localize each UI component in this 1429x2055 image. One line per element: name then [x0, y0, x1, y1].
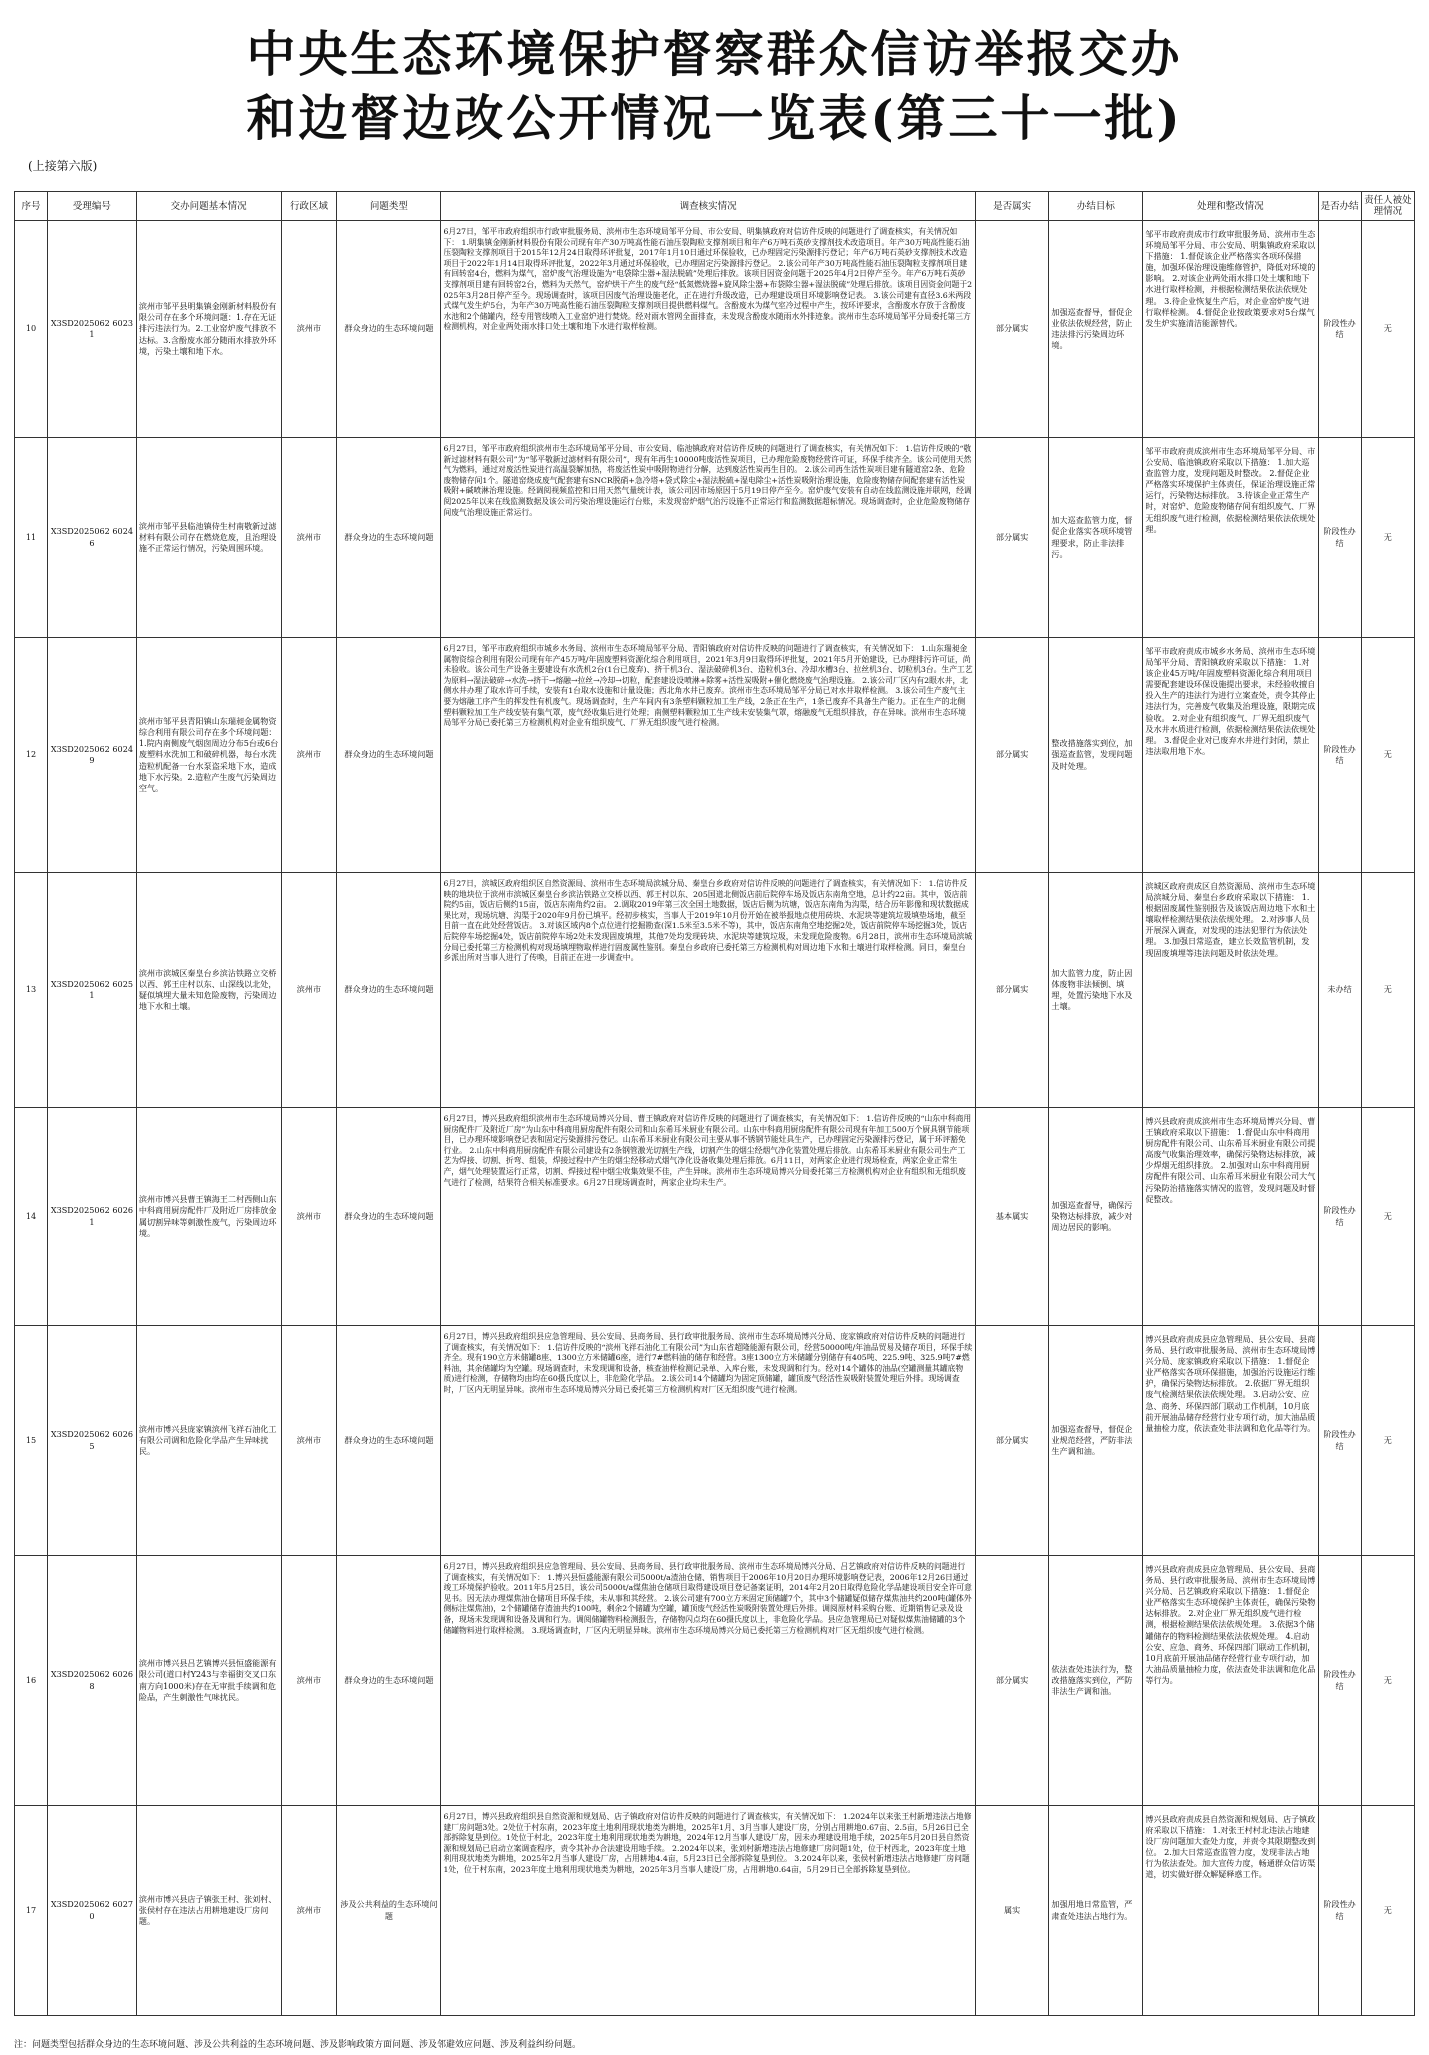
cell-resp: 无	[1361, 221, 1414, 438]
cell-measures: 博兴县政府责成县应急管理局、县公安局、县商务局、县行政审批服务局、滨州市生态环境局博兴分局、庞家镇政府采取以下措施： 1.督促企业严格落实各项环保措施，加强治污设施运行维护，确保污染物达标排放。 2.依据厂界无组织废气检测结果依法依规处理。 3.启动公安、应急、商务、环保四部门联动工作机制，10月底前开展油品储存经营行业专项行动，加大油品质量抽检力度，依法查处非法调和危化品等行为。	[1143, 1326, 1318, 1556]
cell-resp: 无	[1361, 1556, 1414, 1806]
col-header: 责任人被处理情况	[1361, 192, 1414, 221]
cell-measures: 博兴县政府责成县应急管理局、县公安局、县商务局、县行政审批服务局、滨州市生态环境局博兴分局、吕艺镇政府采取以下措施： 1.督促企业严格落实生态环境保护主体责任，确保污染物达标排放。 2.对企业厂界无组织废气进行检测，根据检测结果依法依规处理。 3.依据3个储罐储存的物料检测结果依法依规处理。 4.启动公安、应急、商务、环保四部门联动工作机制，10月底前开展油品储存经营行业专项行动，加大油品质量抽检力度，依法查处非法调和危化品等行为。	[1143, 1556, 1318, 1806]
cell-type: 群众身边的生态环境问题	[337, 638, 441, 873]
col-header: 是否办结	[1318, 192, 1361, 221]
cell-resp: 无	[1361, 873, 1414, 1108]
cell-goal: 加强巡查督导，督促企业依法依规经营，防止违法排污污染周边环境。	[1049, 221, 1143, 438]
cell-no: 10	[15, 221, 48, 438]
cell-goal: 加大巡查监管力度，督促企业落实各项环境管理要求，防止非法排污。	[1049, 438, 1143, 638]
cell-measures: 邹平市政府责成市城乡水务局、滨州市生态环境局邹平分局、青阳镇政府采取以下措施： 1.对该企业45万吨/年固废塑料资源化综合利用项目需要配套建设环保设施提出要求，未经验收擅自投入生产的违法行为进行立案查处，责令其停止违法行为，完善废气收集及治理设施，限期完成验收。 2.对企业有组织废气、厂界无组织废气及水井水质进行检测，依据检测结果依法依规处理。 3.督促企业对已废弃水井进行封闭，禁止违法取用地下水。	[1143, 638, 1318, 873]
col-header: 办结目标	[1049, 192, 1143, 221]
cell-issue: 滨州市邹平县明集镇金刚新材料股份有限公司存在多个环境问题：1.存在无证排污违法行为。2.工业窑炉废气排放不达标。3.含酚废水部分随雨水排放外环境，污染土壤和地下水。	[136, 221, 281, 438]
cell-area: 滨州市	[281, 1806, 337, 2016]
cell-true: 部分属实	[975, 638, 1049, 873]
cell-issue: 滨州市博兴县店子镇张王村、张刘村、张侯村存在违法占用耕地建设厂房问题。	[136, 1806, 281, 2016]
cell-issue: 滨州市博兴县吕艺镇博兴县恒盛能源有限公司(道口村Y243与幸福街交叉口东南方向1000米)存在无审批手续调和危险品，产生刺激性气味扰民。	[136, 1556, 281, 1806]
cell-area: 滨州市	[281, 873, 337, 1108]
cell-done: 未办结	[1318, 873, 1361, 1108]
cell-done: 阶段性办结	[1318, 438, 1361, 638]
cell-true: 部分属实	[975, 1326, 1049, 1556]
table-row	[15, 1806, 1415, 2016]
cell-type: 群众身边的生态环境问题	[337, 1326, 441, 1556]
cell-done: 阶段性办结	[1318, 221, 1361, 438]
cell-code: X3SD2025062 60246	[48, 438, 137, 638]
cell-detail: 6月27日，博兴县政府组织县应急管理局、县公安局、县商务局、县行政审批服务局、滨州市生态环境局博兴分局、吕艺镇政府对信访件反映的问题进行了调查核实，有关情况如下： 1.博兴县恒盛能源有限公司5000t/a渣油仓储、销售项目于2006年10月20日办理环境影响登记表，2006年12月26日通过竣工环境保护验收。2011年5月25日，该公司5000t/a煤焦油仓储项目取得建设项目登记备案证明，2014年2月20日取得危险化学品建设项目安全许可意见书。因无法办理煤焦油仓储项目环保手续，未从事和其经营。 2.该公司建有700立方米固定顶储罐7个，其中3个储罐疑似储存煤焦油共约200吨(罐体外侧标注煤焦油)，2个储罐储存渣油共约100吨，剩余2个储罐为空罐，罐顶废气经活性炭吸附装置处理后外排。调阅原材料采购台账、近期销售记录及设备，现场未发现调和设备及调和行为。调阅储罐物料检测报告，存储物闪点均在60摄氏度以上，非危险化学品。县应急管理局已对疑似煤焦油储罐的3个储罐物料进行取样检测。 3.现场调查时，厂区内无明显异味。滨州市生态环境局博兴分局已委托第三方检测机构对厂区无组织废气进行检测。	[441, 1556, 975, 1806]
cell-done: 阶段性办结	[1318, 1806, 1361, 2016]
footnote: 注：问题类型包括群众身边的生态环境问题、涉及公共利益的生态环境问题、涉及影响政策方面问题、涉及邻避效应问题、涉及利益纠纷问题。	[14, 2040, 582, 2050]
cell-code: X3SD2025062 60265	[48, 1326, 137, 1556]
cell-code: X3SD2025062 60268	[48, 1556, 137, 1806]
cell-type: 群众身边的生态环境问题	[337, 1556, 441, 1806]
col-header: 问题类型	[337, 192, 441, 221]
cell-goal: 加强用地日常监管，严肃查处违法占地行为。	[1049, 1806, 1143, 2016]
cell-goal: 加大监管力度，防止因体废物非法倾倒、填埋，处置污染地下水及土壤。	[1049, 873, 1143, 1108]
cell-goal: 加强巡查督导，督促企业规范经营，严防非法生产调和油。	[1049, 1326, 1143, 1556]
cell-done: 阶段性办结	[1318, 638, 1361, 873]
table-row	[15, 1108, 1415, 1326]
table-row	[15, 1556, 1415, 1806]
cell-measures: 博兴县政府责成县自然资源和规划局、店子镇政府采取以下措施： 1.对张王村村北违法占地建设厂房问题加大查处力度，并责令其限期整改到位。 2.加大日常巡查监管力度，发现非法占地行为依法查处。加大宣传力度，畅通群众信访渠道，切实做好群众解疑释惑工作。	[1143, 1806, 1318, 2016]
cell-type: 涉及公共利益的生态环境问题	[337, 1806, 441, 2016]
cell-area: 滨州市	[281, 638, 337, 873]
cell-detail: 6月27日，博兴县政府组织县应急管理局、县公安局、县商务局、县行政审批服务局、滨州市生态环境局博兴分局、庞家镇政府对信访件反映的问题进行了调查核实，有关情况如下： 1.信访件反映的“滨州飞祥石油化工有限公司”为山东省超隆能源有限公司，经营50000吨/年油品贸易及储存项目，环保手续齐全。现有190立方米储罐8座、1300立方米储罐6座，进行7#燃料油的储存和经营。3座1300立方米储罐分别储存有405吨、225.9吨、325.9吨7#燃料油，其余储罐均为空罐。现场调查时，未发现调和设备，核查油样检测记录单、入库台账，未发现调和行为。经对14个罐体的油品(空罐测量其罐底物质)进行检测，存储物均由均在60摄氏度以上，非危险化学品。 2.该公司14个储罐均为固定顶储罐，罐顶废气经活性炭吸附装置处理后外排。现场调查时，厂区内无明显异味。滨州市生态环境局博兴分局已委托第三方检测机构对厂区无组织废气进行检测。	[441, 1326, 975, 1556]
cell-code: X3SD2025062 60251	[48, 873, 137, 1108]
cell-no: 12	[15, 638, 48, 873]
cell-issue: 滨州市邹平县青阳镇山东瑞昶金属物资综合利用有限公司存在多个环境问题：1.院内南侧废气烟囱周边分布5台或6台废塑料水洗加工和破碎机器，每台水洗造粒机配备一台水泵盗采地下水，造成地下水污染。2.造粒产生废气污染周边空气。	[136, 638, 281, 873]
cell-area: 滨州市	[281, 221, 337, 438]
cell-resp: 无	[1361, 1806, 1414, 2016]
cell-type: 群众身边的生态环境问题	[337, 221, 441, 438]
table-row	[15, 1326, 1415, 1556]
cell-no: 16	[15, 1556, 48, 1806]
table-header-row	[15, 192, 1415, 221]
cell-area: 滨州市	[281, 1326, 337, 1556]
cell-done: 阶段性办结	[1318, 1108, 1361, 1326]
cell-true: 部分属实	[975, 438, 1049, 638]
table-row	[15, 221, 1415, 438]
cell-issue: 滨州市博兴县庞家镇滨州飞祥石油化工有限公司调和危险化学品产生异味扰民。	[136, 1326, 281, 1556]
cell-detail: 6月27日，博兴县政府组织滨州市生态环境局博兴分局、曹王镇政府对信访件反映的问题进行了调查核实，有关情况如下： 1.信访件反映的“山东中科商用厨房配件厂及附近厂房”为山东中科商用厨房配件有限公司和山东希耳米厨业有限公司。山东中科商用厨房配件有限公司现有年加工500万个厨具钢节能项目，已办理环境影响登记表和固定污染源排污登记。山东希耳米厨业有限公司主要从事不锈钢节能灶具生产，已办理固定污染源排污登记，属于环评豁免行业。 2.山东中科商用厨房配件有限公司建设有2条钢管激光切割生产线，切割产生的烟尘经烟气净化装置处理后排放。山东希耳米厨业有限公司生产工艺为焊接、切割、折弯、组装，焊接过程中产生的烟尘经移动式烟气净化设备收集处理后排放。6月11日，对两家企业进行现场检查，两家企业正常生产，烟气处理装置运行正常，切割、焊接过程中烟尘收集效果不佳，产生异味。滨州市生态环境局博兴分局委托第三方检测机构对企业有组织和无组织废气进行了检测，结果符合相关标准要求。6月27日现场调查时，两家企业均未生产。	[441, 1108, 975, 1326]
cell-measures: 博兴县政府责成滨州市生态环境局博兴分局、曹王镇政府采取以下措施： 1.督促山东中科商用厨房配件有限公司、山东希耳米厨业有限公司提高废气收集治理效率，确保污染物达标排放，减少焊烟无组织排放。 2.加强对山东中科商用厨房配件有限公司、山东希耳米厨业有限公司大气污染防治措施落实情况的监管，发现问题及时督促整改。	[1143, 1108, 1318, 1326]
cell-done: 阶段性办结	[1318, 1326, 1361, 1556]
col-header: 序号	[15, 192, 48, 221]
cell-code: X3SD2025062 60270	[48, 1806, 137, 2016]
page-title	[0, 22, 1429, 150]
petition-table	[14, 191, 1415, 2016]
title-line-2: 和边督边改公开情况一览表(第三十一批)	[246, 89, 1183, 147]
cell-goal: 加强巡查督导，确保污染物达标排放，减少对周边居民的影响。	[1049, 1108, 1143, 1326]
cell-true: 部分属实	[975, 1556, 1049, 1806]
continuation-note: (上接第六版)	[28, 159, 98, 173]
cell-true: 部分属实	[975, 221, 1049, 438]
cell-no: 13	[15, 873, 48, 1108]
cell-area: 滨州市	[281, 1556, 337, 1806]
col-header: 是否属实	[975, 192, 1049, 221]
cell-type: 群众身边的生态环境问题	[337, 873, 441, 1108]
col-header: 调查核实情况	[441, 192, 975, 221]
cell-true: 基本属实	[975, 1108, 1049, 1326]
cell-type: 群众身边的生态环境问题	[337, 438, 441, 638]
cell-type: 群众身边的生态环境问题	[337, 1108, 441, 1326]
cell-detail: 6月27日，邹平市政府组织滨州市生态环境局邹平分局、市公安局、临池镇政府对信访件反映的问题进行了调查核实，有关情况如下： 1.信访件反映的“敬新过滤材料有限公司”为“邹平敬新过滤材料有限公司”，现有年再生10000吨废活性炭项目，已办理危险废物经营许可证，环保手续齐全。该公司使用天然气为燃料，通过对废活性炭进行高温裂解加热，将废活性炭中吸附物进行分解，达到废活性炭再生目的。 2.该公司再生活性炭项目建有隧道窑2条、危险废物储存间1个。隧道窑烧成废气配套建有SNCR脱硝+急冷塔+袋式除尘+湿法脱硫+湿电除尘+活性炭吸附治理设施，危险废物储存间配套建有活性炭吸附+碱喷淋治理设施。经调阅视频监控和日用天然气量统计表，该公司因市场原因于5月19日停产至今。窑炉废气安装有自动在线监测设施并联网，经调阅2025年以来在线监测数据及该公司污染治理设施运行台账，未发现窑炉烟气治污设施不正常运行和监测数据超标情况。现场调查时，企业危险废物储存间废气治理设施正常运行。	[441, 438, 975, 638]
table-body	[15, 221, 1415, 2016]
col-header: 行政区域	[281, 192, 337, 221]
table-row	[15, 438, 1415, 638]
cell-no: 15	[15, 1326, 48, 1556]
cell-resp: 无	[1361, 438, 1414, 638]
cell-no: 17	[15, 1806, 48, 2016]
cell-measures: 邹平市政府责成滨州市生态环境局邹平分局、市公安局、临池镇政府采取以下措施： 1.加大巡查监管力度，发现问题及时整改。 2.督促企业严格落实环境保护主体责任，保证治理设施正常运行，污染物达标排放。 3.待该企业正常生产时，对窑炉、危险废物储存间有组织废气、厂界无组织废气进行检测，依据检测结果依法依规处理。	[1143, 438, 1318, 638]
cell-code: X3SD2025062 60261	[48, 1108, 137, 1326]
cell-code: X3SD2025062 60249	[48, 638, 137, 873]
cell-detail: 6月27日，滨城区政府组织区自然资源局、滨州市生态环境局滨城分局、秦皇台乡政府对信访件反映的问题进行了调查核实，有关情况如下： 1.信访件反映的地块位于滨州市滨城区秦皇台乡滨沾铁路立交桥以西、郭王村以东、205国道北侧饭店前后院停车场及饭店东南角空地，总计约22亩。其中，饭店前院约5亩，饭店后侧约15亩，饭店东南角约2亩。 2.调取2019年第三次全国土地数据，饭店后侧为坑塘，饭店东南角为沟渠，结合历年影像和现状数据成果比对，现场坑塘、沟渠于2020年9月份已填平。经初步核实，当事人于2019年10月份开始在被举报地点使用砖块、水泥块等建筑垃圾填垫场地，截至目前一直在此处经营饭店。 3.对该区域内8个点位进行挖掘勘查(深1.5米至3.5米不等)，其中，饭店东南角空地挖掘2处，饭店前院停车场挖掘3处，饭店后院停车场挖掘4处，饭店前院停车场2处未发现固废填埋，其他7处均发现砖块、水泥块等建筑垃圾，未发现危险废物。6月28日，滨州市生态环境局滨城分局已委托第三方检测机构对现场填埋物取样进行固废属性鉴别。秦皇台乡政府已委托第三方检测机构对周边地下水和土壤进行取样检测。同日，秦皇台乡派出所对当事人进行了传唤，目前正在进一步调查中。	[441, 873, 975, 1108]
cell-resp: 无	[1361, 1108, 1414, 1326]
title-line-1: 中央生态环境保护督察群众信访举报交办	[246, 25, 1183, 83]
cell-true: 属实	[975, 1806, 1049, 2016]
cell-area: 滨州市	[281, 438, 337, 638]
cell-issue: 滨州市邹平县临池镇侍生村南敬新过滤材料有限公司存在燃烧危废，且治理设施不正常运行情况，污染周围环境。	[136, 438, 281, 638]
cell-resp: 无	[1361, 638, 1414, 873]
cell-detail: 6月27日，邹平市政府组织市城乡水务局、滨州市生态环境局邹平分局、青阳镇政府对信访件反映的问题进行了调查核实，有关情况如下： 1.山东瑞昶金属物资综合利用有限公司现有年产45万吨/年固废塑料资源化综合利用项目，2021年3月9日取得环评批复，2021年5月开始建设，已办理排污许可证，尚未验收。该公司生产设备主要建设有水洗机2台(1台已废弃)、挤干机3台、湿法破碎机3台、造粒机3台、冷却水槽3台、拉丝机3台、切粒机3台。生产工艺为原料→湿法破碎→水洗→挤干→熔融→拉丝→冷却→切粒，配套建设设喷淋+除雾+活性炭吸附+催化燃烧废气治理设施。 2.该公司厂区内有2眼水井，北侧水井办理了取水许可手续，安装有1台取水设施和计量设施；西北角水井已废弃。滨州市生态环境局邹平分局已对水井取样检测。 3.该公司生产废气主要为熔融工序产生的挥发性有机废气。现场调查时，生产车间内有3条塑料颗粒加工生产线，2条正在生产，1条已废弃不具备生产能力。正在生产的北侧塑料颗粒加工生产线安装有集气罩，废气经收集后进行处理；南侧塑料颗粒加工生产线未安装集气罩，熔融废气无组织排放，存在异味。滨州市生态环境局邹平分局已委托第三方检测机构对企业有组织废气、厂界无组织废气进行检测。	[441, 638, 975, 873]
cell-code: X3SD2025062 60231	[48, 221, 137, 438]
cell-goal: 依法查处违法行为，整改措施落实到位，严防非法生产调和油。	[1049, 1556, 1143, 1806]
col-header: 交办问题基本情况	[136, 192, 281, 221]
cell-detail: 6月27日，博兴县政府组织县自然资源和规划局、店子镇政府对信访件反映的问题进行了调查核实，有关情况如下： 1.2024年以来张王村新增违法占地修建厂房问题3处。2处位于村东南，2023年度土地利用现状地类为耕地，2025年1月、3月当事人建设厂房，分别占用耕地0.67亩、2.5亩，5月26日已全部拆除复垦到位。1处位于村北，2023年度土地利用现状地类为耕地，2024年12月当事人建设厂房，因未办理建设用地手续，2025年5月20日县自然资源和规划局已启动立案调查程序，责令其补办合法建设用地手续。 2.2024年以来，张刘村新增违法占地修建厂房问题1处，位于村西北，2023年度土地利用现状地类为耕地，2025年2月当事人建设厂房，占用耕地4.4亩，5月23日已全部拆除复垦到位。 3.2024年以来，张侯村新增违法占地修建厂房问题1处，位于村东南，2023年度土地利用现状地类为耕地，2025年3月当事人建设厂房，占用耕地0.64亩，5月29日已全部拆除复垦到位。	[441, 1806, 975, 2016]
cell-no: 14	[15, 1108, 48, 1326]
cell-issue: 滨州市博兴县曹王镇海王二村西侧山东中科商用厨房配件厂及附近厂房排放金属切割异味等刺激性废气，污染周边环境。	[136, 1108, 281, 1326]
cell-measures: 滨城区政府责成区自然资源局、滨州市生态环境局滨城分局、秦皇台乡政府采取以下措施： 1.根据固废属性鉴别报告及该饭店周边地下水和土壤取样检测结果依法依规处理。 2.对涉事人员开展深入调查，对发现的违法犯罪行为依法处理。 3.加强日常巡查，建立长效监管机制，发现固废填埋等违法问题及时依法处理。	[1143, 873, 1318, 1108]
cell-detail: 6月27日，邹平市政府组织市行政审批服务局、滨州市生态环境局邹平分局、市公安局、明集镇政府对信访件反映的问题进行了调查核实，有关情况如下： 1.明集镇金刚新材料股份有限公司现有年产30万吨高性能石油压裂陶粒支撑剂项目和年产6万吨石英砂支撑剂技术改造项目。年产30万吨高性能石油压裂陶粒支撑剂项目于2015年12月24日取得环评批复，2017年1月10日通过环保验收，已办理固定污染源排污登记；年产6万吨石英砂支撑剂技术改造项目于2022年1月14日取得环评批复，2022年3月通过环保验收，已办理固定污染源排污登记。 2.该公司年产30万吨高性能石油压裂陶粒支撑剂项目建有回转窑4台，燃料为煤气，窑炉废气治理设施为“电袋除尘器+湿法脱硫”处理后排放。该项目因资金问题于2025年4月2日停产至今。年产6万吨石英砂支撑剂项目建有回转窑2台，燃料为天然气，窑炉烘干产生的废气经“低氮燃烧器+旋风除尘器+布袋除尘器+湿法脱硫”处理后排放。该项目因资金问题于2025年3月28日停产至今。现场调查时，该项目因废气治理设施老化，正在进行升级改造，已办理建设项目环境影响登记表。 3.该公司建有直径3.6米两段式煤气发生炉5台，为年产30万吨高性能石油压裂陶粒支撑剂项目提供燃料煤气。含酚废水为煤气室冷过程中产生，按环评要求，含酚废水存放于含酚废水池和2个储罐内，经专用管线喷入工业窑炉进行焚烧。经对雨水管网全面排查，未发现含酚废水随雨水外排迹象。滨州市生态环境局邹平分局委托第三方检测机构，对企业两处雨水排口处土壤和地下水进行取样检测。	[441, 221, 975, 438]
cell-true: 部分属实	[975, 873, 1049, 1108]
table-row	[15, 638, 1415, 873]
table-row	[15, 873, 1415, 1108]
col-header: 处理和整改情况	[1143, 192, 1318, 221]
cell-done: 阶段性办结	[1318, 1556, 1361, 1806]
cell-resp: 无	[1361, 1326, 1414, 1556]
cell-area: 滨州市	[281, 1108, 337, 1326]
cell-measures: 邹平市政府责成市行政审批服务局、滨州市生态环境局邹平分局、市公安局、明集镇政府采取以下措施： 1.督促该企业严格落实各项环保措施，加强环保治理设施维修管护，降低对环境的影响。 2.对该企业两处雨水排口处土壤和地下水进行取样检测，并根据检测结果依法依规处理。 3.待企业恢复生产后，对企业窑炉废气进行取样检测。 4.督促企业按政策要求对5台煤气发生炉实施清洁能源替代。	[1143, 221, 1318, 438]
cell-goal: 整改措施落实到位，加强巡查监管，发现问题及时处理。	[1049, 638, 1143, 873]
cell-no: 11	[15, 438, 48, 638]
cell-issue: 滨州市滨城区秦皇台乡滨沾铁路立交桥以西、郭王庄村以东、山深线以北处，疑似填埋大量未知危险废物，污染周边地下水和土壤。	[136, 873, 281, 1108]
col-header: 受理编号	[48, 192, 137, 221]
